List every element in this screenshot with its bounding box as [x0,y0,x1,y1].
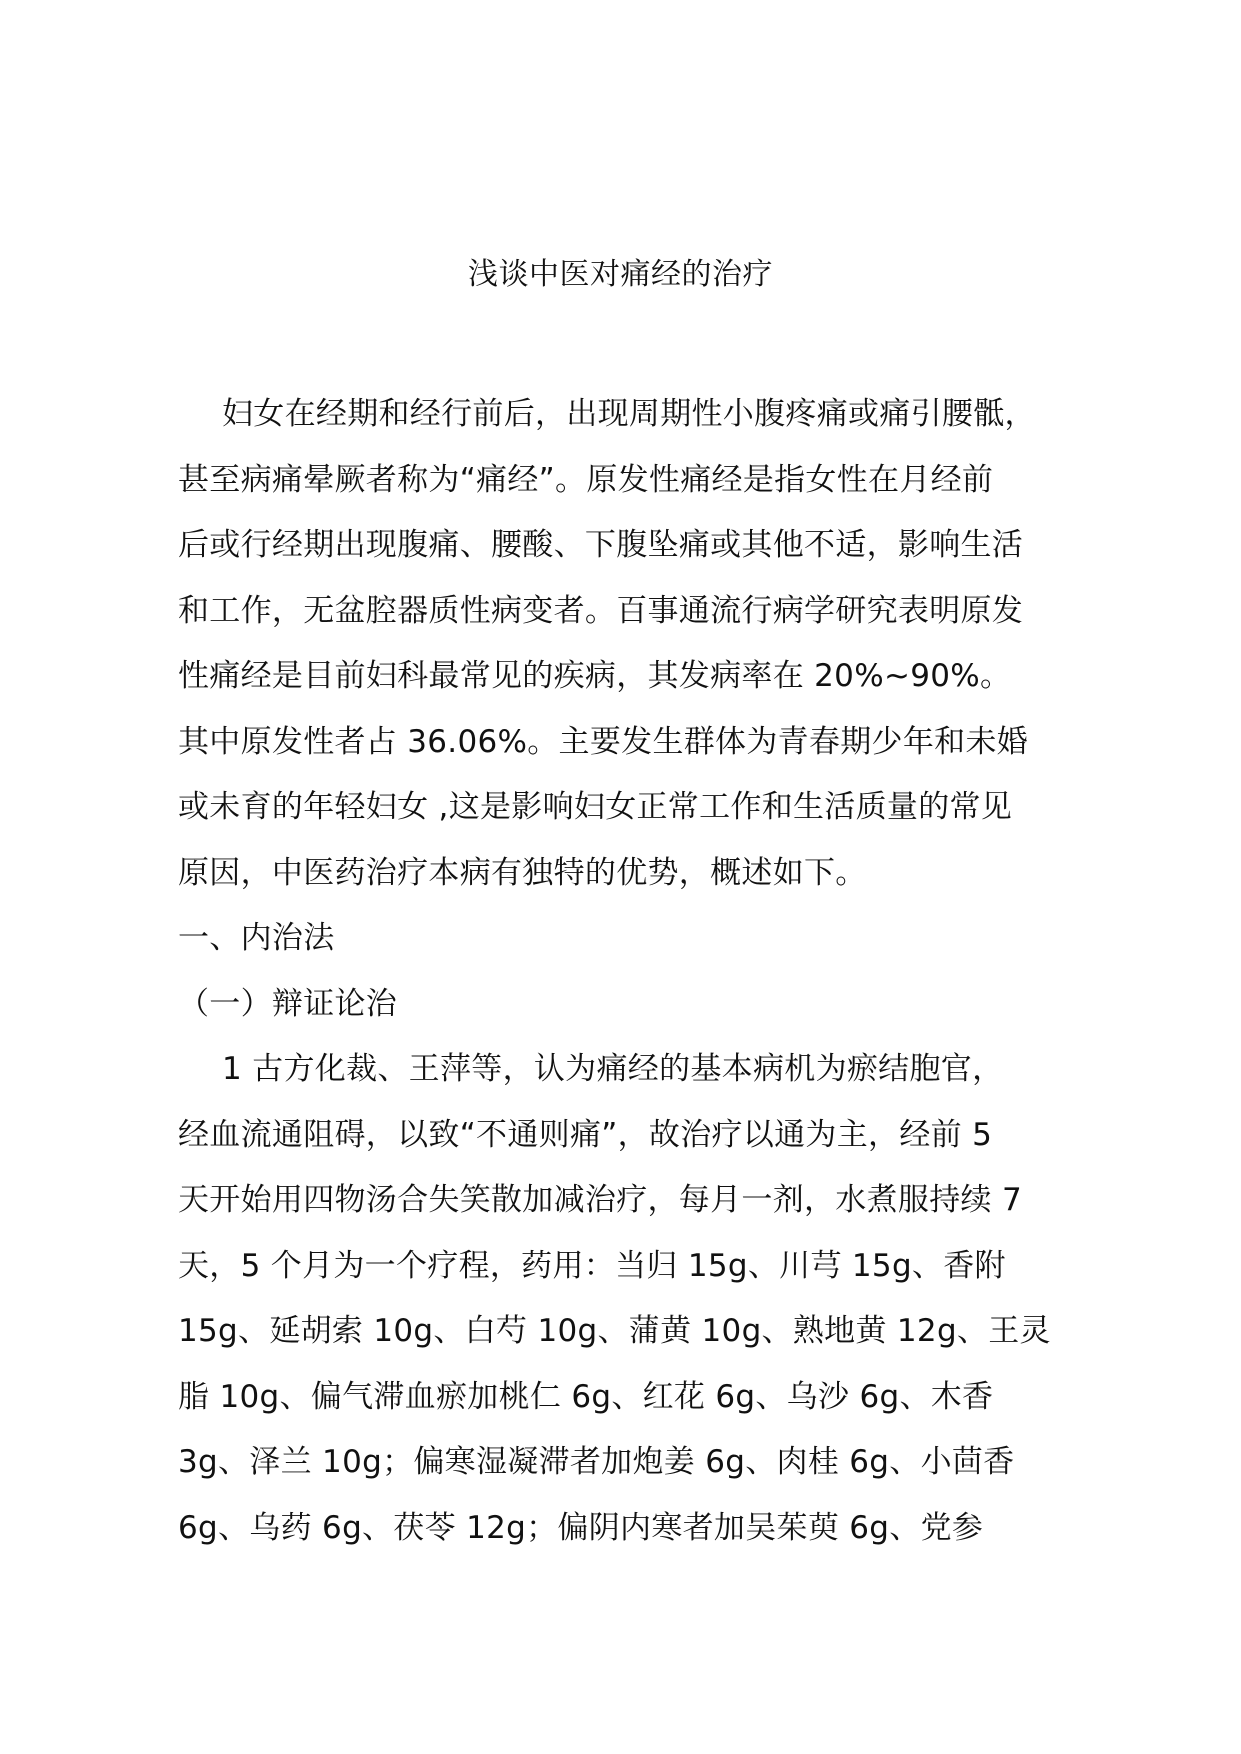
paragraph-line: 经血流通阻碍，以致“不通则痛”，故治疗以通为主，经前 5 [178,1116,993,1153]
paragraph-line: 妇女在经期和经行前后，出现周期性小腹疼痛或痛引腰骶， [222,396,1036,432]
paragraph-line: 原因，中医药治疗本病有独特的优势，概述如下。 [178,854,867,891]
paragraph-line: 天开始用四物汤合失笑散加减治疗，每月一剂，水煮服持续 7 [178,1182,1022,1218]
document-title: 浅谈中医对痛经的治疗 [468,257,773,292]
paragraph-line: 其中原发性者占 36.06%。主要发生群体为青春期少年和未婚 [178,723,1029,760]
paragraph-line: 3g、泽兰 10g；偏寒湿凝滞者加炮姜 6g、肉桂 6g、小茴香 [178,1444,1015,1480]
paragraph-line: 性痛经是目前妇科最常见的疾病，其发病率在 20%~90%。 [178,658,1012,694]
document-body [178,382,1078,1561]
paragraph-line: 15g、延胡索 10g、白芍 10g、蒲黄 10g、熟地黄 12g、王灵 [178,1313,1051,1349]
paragraph-line: 6g、乌药 6g、茯苓 12g；偏阴内寒者加吴茱萸 6g、党参 [178,1509,984,1546]
paragraph-line: 和工作，无盆腔器质性病变者。百事通流行病学研究表明原发 [178,592,1024,629]
paragraph-line: 脂 10g、偏气滞血瘀加桃仁 6g、红花 6g、乌沙 6g、木香 [178,1378,994,1415]
paragraph-line: 或未育的年轻妇女 ,这是影响妇女正常工作和生活质量的常见 [178,789,1013,825]
paragraph-line: 后或行经期出现腹痛、腰酸、下腹坠痛或其他不适，影响生活 [178,527,1024,563]
subsection-heading: （一）辩证论治 [178,985,398,1022]
paragraph-line: 1 古方化裁、王萍等，认为痛经的基本病机为瘀结胞官， [222,1051,1004,1087]
paragraph-line: 甚至病痛晕厥者称为“痛经”。原发性痛经是指女性在月经前 [178,461,994,498]
paragraph-line: 天，5 个月为一个疗程，药用：当归 15g、川芎 15g、香附 [178,1247,1006,1284]
section-heading: 一、内治法 [178,920,335,956]
